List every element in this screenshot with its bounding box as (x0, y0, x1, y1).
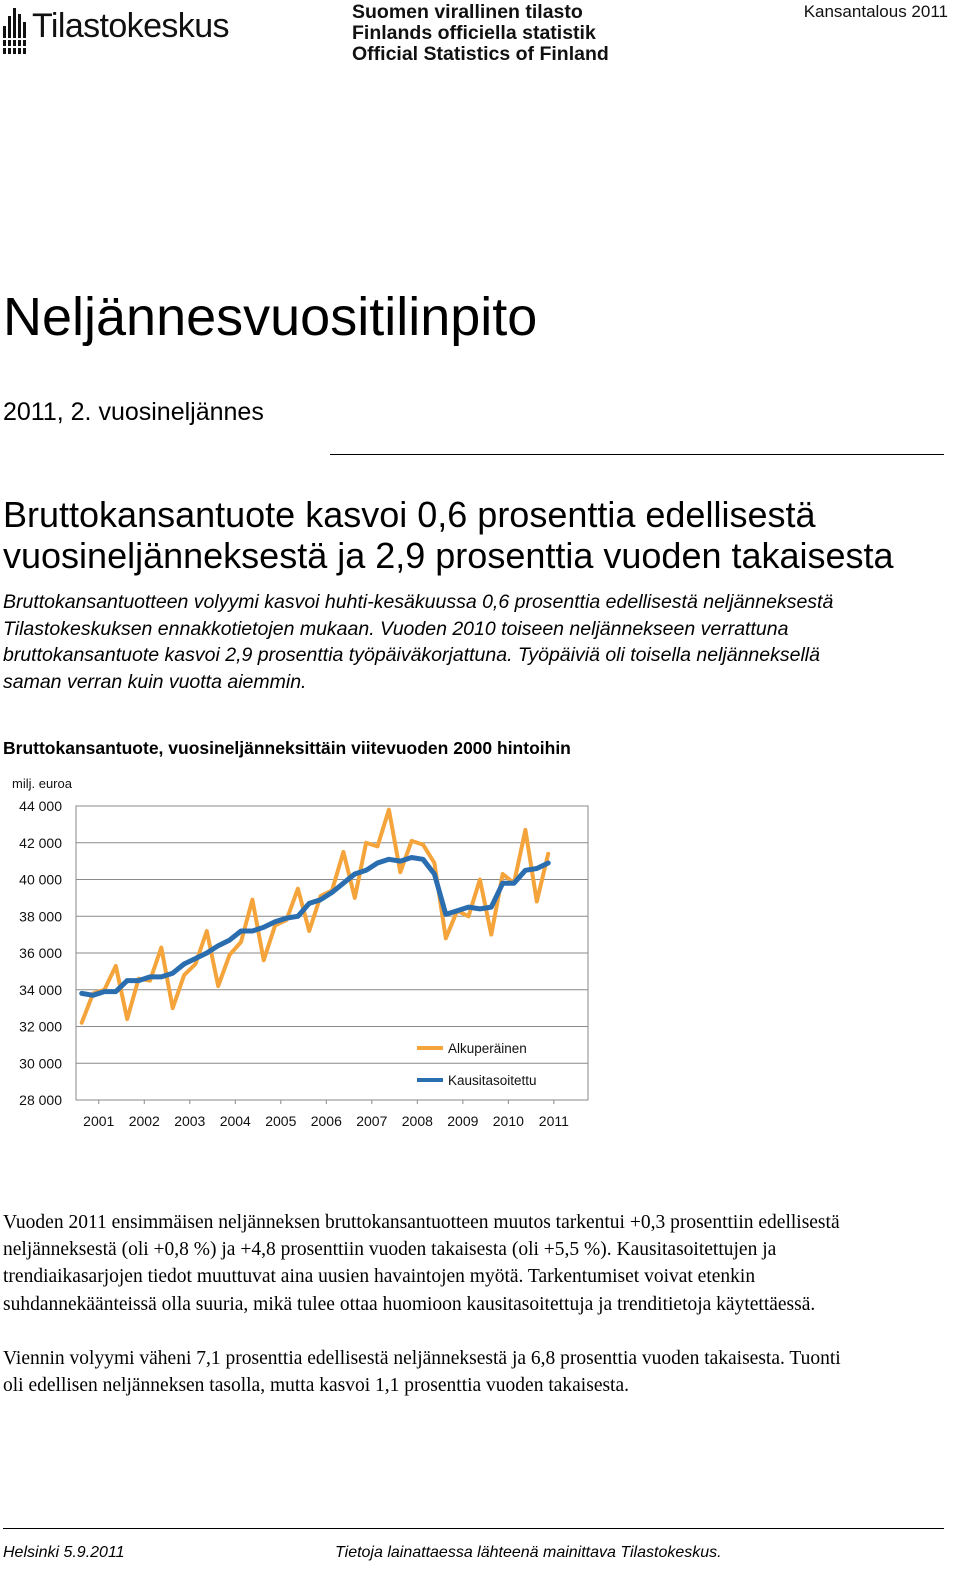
official-line-sv: Finlands officiella statistik (352, 22, 596, 44)
lead-line: saman verran kuin vuotta aiemmin. (3, 671, 307, 694)
x-tick-label: 2007 (356, 1113, 388, 1129)
footer-citation: Tietoja lainattaessa lähteenä mainittava Tilastokeskus. (335, 1544, 722, 1561)
lead-paragraph (3, 589, 953, 696)
headline-line: vuosineljänneksestä ja 2,9 prosenttia vuoden takaisesta (3, 535, 894, 576)
lead-line: Tilastokeskuksen ennakkotietojen mukaan. Vuoden 2010 toiseen neljännekseen verrattuna (3, 617, 789, 640)
y-tick-label: 34 000 (19, 981, 62, 998)
series-name: Kansantalous 2011 (803, 2, 948, 21)
x-tick-label: 2006 (310, 1113, 342, 1129)
lead-line: bruttokansantuote kasvoi 2,9 prosenttia työpäiväkorjattuna. Työpäiviä oli toisella neljänneksellä (3, 644, 820, 667)
official-line-fi: Suomen virallinen tilasto (352, 1, 583, 23)
x-tick-label: 2011 (538, 1113, 569, 1129)
y-tick-label: 28 000 (19, 1092, 62, 1108)
title-divider (330, 454, 944, 455)
lead-line: Bruttokansantuotteen volyymi kasvoi huhti-kesäkuussa 0,6 prosenttia edellisestä neljänneksestä (3, 591, 834, 613)
headline-line: Bruttokansantuote kasvoi 0,6 prosenttia edellisestä (3, 494, 816, 535)
gdp-chart-svg (0, 770, 600, 1140)
y-tick-label: 36 000 (19, 945, 62, 961)
footer-divider (3, 1528, 944, 1529)
y-tick-label: 32 000 (19, 1018, 62, 1035)
official-statistics-label (352, 2, 609, 65)
y-tick-label: 38 000 (19, 908, 62, 925)
y-tick-label: 42 000 (19, 834, 62, 851)
body-line: oli edellisen neljänneksen tasolla, mutta kasvoi 1,1 prosenttia vuoden takaisesta. (3, 1375, 630, 1397)
body-line: Vuoden 2011 ensimmäisen neljänneksen bruttokansantuotteen muutos tarkentui +0,3 prosenttiin edellisestä (3, 1212, 840, 1233)
headline (3, 494, 953, 576)
page-title: Neljännesvuositilinpito (3, 287, 538, 347)
gdp-chart (0, 770, 600, 1145)
body-line: neljänneksestä (oli +0,8 %) ja +4,8 prosenttiin vuoden takaisesta (oli +5,5 %). Kausitasoitettujen ja (3, 1239, 777, 1261)
logo-bars-icon (2, 4, 32, 60)
body-line: Viennin volyymi väheni 7,1 prosenttia edellisestä neljänneksestä ja 6,8 prosenttia vuoden takaisesta. Tuonti (3, 1348, 841, 1369)
x-tick-label: 2009 (447, 1113, 479, 1129)
logo-text: Tilastokeskus (32, 7, 229, 45)
body-line: suhdannekäänteissä olla suuria, mikä tulee ottaa huomioon kausitasoitettuja ja trenditietoja käytettäessä. (3, 1293, 816, 1315)
x-tick-label: 2003 (174, 1113, 206, 1129)
x-tick-label: 2004 (219, 1113, 251, 1129)
period-label: 2011, 2. vuosineljännes (3, 398, 264, 426)
x-tick-label: 2005 (265, 1113, 297, 1129)
official-line-en: Official Statistics of Finland (352, 43, 609, 65)
x-tick-label: 2001 (83, 1113, 115, 1129)
body-paragraph-2 (3, 1345, 953, 1399)
y-tick-label: 40 000 (19, 871, 62, 888)
chart-title: Bruttokansantuote, vuosineljänneksittäin viitevuoden 2000 hintoihin (3, 738, 571, 758)
body-paragraph-1 (3, 1209, 953, 1318)
y-axis-unit-label: milj. euroa (12, 776, 72, 791)
x-tick-label: 2010 (492, 1113, 524, 1129)
y-tick-label: 30 000 (19, 1055, 62, 1072)
tilastokeskus-logo (2, 0, 242, 60)
body-line: trendiaikasarjojen tiedot muuttuvat aina uusien havaintojen myötä. Tarkentumiset voivat etenkin (3, 1266, 756, 1288)
x-tick-label: 2008 (401, 1113, 433, 1129)
legend-label: Alkuperäinen (448, 1041, 527, 1056)
y-tick-label: 44 000 (19, 798, 62, 814)
x-tick-label: 2002 (128, 1113, 160, 1129)
footer-place-date: Helsinki 5.9.2011 (3, 1544, 125, 1561)
legend-label: Kausitasoitettu (448, 1073, 537, 1088)
